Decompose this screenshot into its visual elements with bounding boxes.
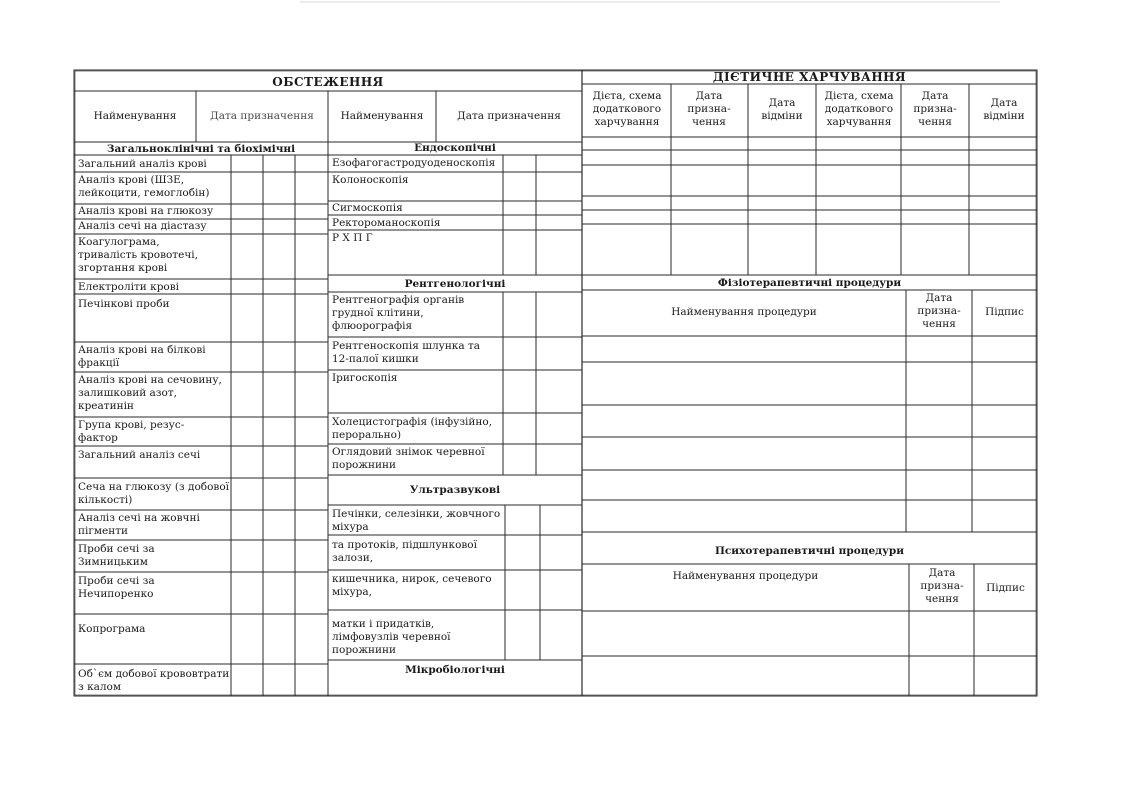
left-item: Печінкові проби xyxy=(78,298,170,310)
endo-item: Р Х П Г xyxy=(332,232,373,244)
xray-item: Рентгеноскопія шлунка та 12-палої кишки xyxy=(332,340,481,365)
diet-col-date-cancel-2: Дата відміни xyxy=(983,97,1025,122)
left-item: Загальний аналіз крові xyxy=(78,158,207,170)
xray-item: Оглядовий знімок черевної порожнини xyxy=(332,446,485,471)
col-header-date-2: Дата призначення xyxy=(457,110,561,122)
left-item: Група крові, резус-фактор xyxy=(78,419,185,444)
diet-col-date-cancel: Дата відміни xyxy=(761,97,803,122)
psycho-col-name: Найменування процедури xyxy=(672,570,819,582)
left-item: Аналіз крові на білкові фракції xyxy=(78,344,206,369)
diet-col-date-assigned-2: Дата призна-чення xyxy=(913,90,957,128)
left-item: Аналіз сечі на діастазу xyxy=(78,220,207,232)
physio-col-name: Найменування процедури xyxy=(671,306,817,318)
ultrasound-item: та протоків, підшлункової залози, xyxy=(332,539,477,564)
col-header-date: Дата призначення xyxy=(210,110,314,122)
endo-item: Ректороманоскопія xyxy=(332,217,441,229)
left-item: Загальний аналіз сечі xyxy=(78,449,201,461)
physio-col-sign: Підпис xyxy=(985,306,1024,318)
examinations-title: ОБСТЕЖЕННЯ xyxy=(272,75,384,89)
col-header-name: Найменування xyxy=(93,110,177,122)
psycho-col-sign: Підпис xyxy=(986,582,1025,594)
left-item: Сеча на глюкозу (з добової кількості) xyxy=(78,481,230,506)
xray-item: Холецистографія (інфузійно, перорально) xyxy=(332,416,493,441)
left-item: Об`єм добової крововтрати з калом xyxy=(78,668,230,693)
xray-item: Рентгенографія органів грудної клітини, флюорографія xyxy=(332,294,465,332)
endo-item: Колоноскопія xyxy=(332,174,409,186)
xray-item: Іригоскопія xyxy=(332,372,398,384)
left-item: Аналіз крові (ШЗЕ, лейкоцити, гемоглобін) xyxy=(78,174,210,199)
diet-col-diet: Дієта, схема додаткового харчування xyxy=(592,90,662,128)
xray-section-title: Рентгенологічні xyxy=(404,278,506,290)
endo-item: Сигмоскопія xyxy=(332,202,403,214)
ultrasound-item: матки і придатків, лімфовузлів черевної порожнини xyxy=(332,618,451,656)
left-item: Копрограма xyxy=(78,623,146,635)
left-item: Проби сечі за Нечипоренко xyxy=(78,575,155,600)
left-item: Електроліти крові xyxy=(78,281,180,293)
microbio-section-title: Мікробіологічні xyxy=(405,664,505,676)
ultrasound-section-title: Ультразвукові xyxy=(409,484,501,496)
diet-col-date-assigned: Дата призна-чення xyxy=(687,90,731,128)
ultrasound-item: Печінки, селезінки, жовчного міхура xyxy=(332,508,501,533)
physio-title: Фізіотерапевтичні процедури xyxy=(717,277,902,289)
ultrasound-item: кишечника, нирок, сечевого міхура, xyxy=(332,573,492,598)
physio-col-date: Дата призна-чення xyxy=(917,292,961,330)
diet-title: ДІЄТИЧНЕ ХАРЧУВАННЯ xyxy=(712,70,907,84)
endo-section-title: Ендоскопічні xyxy=(414,142,496,154)
col-header-name-2: Найменування xyxy=(340,110,424,122)
left-item: Аналіз крові на сечовину, залишковий азот, креатинін xyxy=(78,374,222,412)
psycho-col-date: Дата призна-чення xyxy=(920,567,964,605)
psycho-title: Психотерапевтичні процедури xyxy=(715,545,904,557)
left-item: Аналіз сечі на жовчні пігменти xyxy=(78,512,200,537)
endo-item: Езофагогастродуоденоскопія xyxy=(332,157,496,169)
left-item: Аналіз крові на глюкозу xyxy=(78,205,214,217)
diet-col-diet-2: Дієта, схема додаткового харчування xyxy=(824,90,894,128)
left-item: Коагулограма, тривалість кровотечі, згортання крові xyxy=(78,236,198,274)
left-section-title: Загальноклінічні та біохімічні xyxy=(106,143,296,155)
left-item: Проби сечі за Зимницьким xyxy=(78,543,155,568)
